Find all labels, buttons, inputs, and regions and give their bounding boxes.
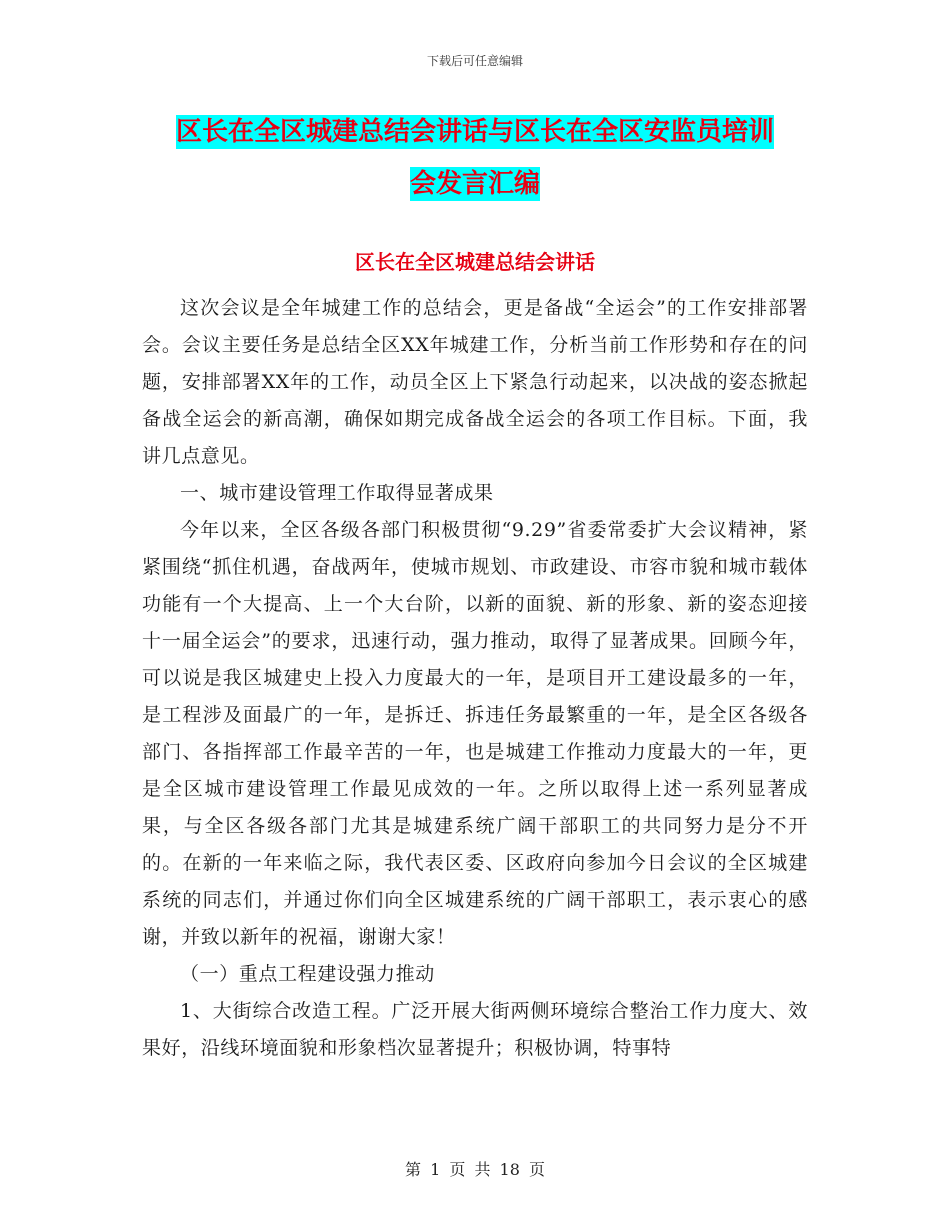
main-title-line-1: 区长在全区城建总结会讲话与区长在全区安监员培训	[175, 117, 774, 147]
main-title	[140, 106, 810, 210]
heading-1: 一、城市建设管理工作取得显著成果	[180, 482, 494, 504]
section-title: 区长在全区城建总结会讲话	[355, 250, 595, 274]
paragraph-item-1: 1、大街综合改造工程。广泛开展大街两侧环境综合整治工作力度大、效果好，沿线环境面貌和形象档次显著提升；积极协调，特事特	[142, 1000, 808, 1059]
paragraph-achievements: 今年以来，全区各级各部门积极贯彻“9.29”省委常委扩大会议精神，紧紧围绕“抓住机遇，奋战两年，使城市规划、市政建设、市容市貌和城市载体功能有一个大提高、上一个大台阶，以新的面貌、新的形象、新的姿态迎接十一届全运会”的要求，迅速行动，强力推动，取得了显著成果。回顾今年，可以说是我区城建史上投入力度最大的一年，是项目开工建设最多的一年，是工程涉及面最广的一年，是拆迁、拆违任务最繁重的一年，是全区各级各部门、各指挥部工作最辛苦的一年，也是城建工作推动力度最大的一年，更是全区城市建设管理工作最见成效的一年。之所以取得上述一系列显著成果，与全区各级各部门尤其是城建系统广阔干部职工的共同努力是分不开的。在新的一年来临之际，我代表区委、区政府向参加今日会议的全区城建系统的同志们，并通过你们向全区城建系统的广阔干部职工，表示衷心的感谢，并致以新年的祝福，谢谢大家！	[142, 519, 808, 948]
heading-1-1: （一）重点工程建设强力推动	[180, 963, 435, 985]
main-title-line-2: 会发言汇编	[409, 169, 540, 199]
page-footer: 第 1 页 共 18 页	[405, 1160, 545, 1179]
paragraph-intro: 这次会议是全年城建工作的总结会，更是备战“全运会”的工作安排部署会。会议主要任务是总结全区XX年城建工作，分析当前工作形势和存在的问题，安排部署XX年的工作，动员全区上下紧急行动起来，以决战的姿态掀起备战全运会的新高潮，确保如期完成备战全运会的各项工作目标。下面，我讲几点意见。	[142, 297, 808, 467]
document-body	[142, 290, 808, 1067]
header-note: 下载后可任意编辑	[426, 54, 523, 68]
